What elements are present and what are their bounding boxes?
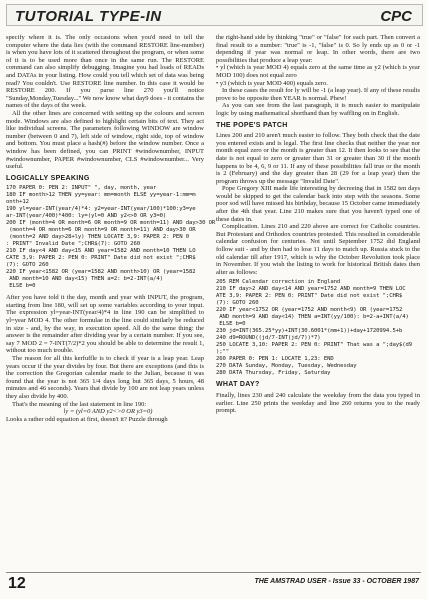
paragraph: specify where it is. The only occasions when you'd need to tell the computer where the data lies (with the command RESTORE line-number) is when you have lots of it scattered throughout the program, or when some of it is to be used more than once in the same run. The RESTORE command can also simplify debugging. Imagine you had loads of READs and DATAs in your listing. How could you tell which set of data was being read? You couldn't. Use RESTORE line number. In this case it would be RESTORE 200. If you parse line 270 you'll notice "Sunday,Monday,Tuesday..." We now know what day9 does - it contains the names of the days of the week. xyxy=(6,34,204,110)
section-title: TUTORIAL TYPE-IN xyxy=(15,8,162,25)
paragraph: Finally, lines 230 and 240 calculate the weekday from the data you typed in earlier. Line 250 prints the weekday and line 260 returns you to the ready prompt. xyxy=(216,392,420,415)
paragraph: All the other lines are concerned with setting up the colours and screen mode. Windows are also defined to highlight certain bits of text. They act like individual screens. The parameters following WINDOW are window number (between 0 and 7), left side of window, right side, top of window and bottom. You must place a hash(#) before the window number. Once a window has been defined, you can PRINT #windownumber, INPUT #windownumber, PAPER #windownumber, CLS #windownumber... Very useful. xyxy=(6,109,204,171)
page-header xyxy=(0,0,427,28)
paragraph: Pope Gregory XIII made life interesting by decreeing that in 1582 ten days would be skipped to get the calendar back into step with the seasons. Some poor sod will have missed his birthday, because 15 October came immediately after the 4th that year. Line 210 makes sure that you haven't typed one of these dates in. xyxy=(216,185,420,223)
bullet-item: • y3 (which is year MOD 400) equals zero. xyxy=(216,79,328,87)
title-banner xyxy=(6,4,423,26)
section-heading: THE POPE'S PATCH xyxy=(216,121,288,129)
paragraph: Lines 200 and 210 aren't much easier to follow. They both check that the date you entered exists and is legal. The first line checks that neither the year nor month equal zero or the month is greater than 12. It then looks to see that the date is not equal to zero or greater than 31 or greater than 30 if the month happens to be 4, 6, 9 or 11. If any of these possibilities fall true or the month is 2 (February) and the day greater than 28 (29 for a leap year) then the program throws up the message "Invalid Date". xyxy=(216,132,420,185)
publication-line: THE AMSTRAD USER - Issue 33 - OCTOBER 1987 xyxy=(254,578,419,585)
section-heading: LOGICALLY SPEAKING xyxy=(6,174,90,182)
paragraph: As you can see from the last paragraph, it is much easier to manipulate logic by using mathematical shorthand than by waffling on in English. xyxy=(216,102,420,117)
code-listing: 170 PAPER 0: PEN 2: INPUT" ", day, month, year 180 IF month>12 THEN yy=year: mm=month ELSE yy=year-1:mm=m onth+12 190 yl=year-INT(year/4)*4: y2=year-INT(year/100)*100:y3=ye ar-INT(year/400)*400: ly=(yl=0 AND y2<>0 OR y3=0) 200 IF (month=4 OR month=6 OR month=9 OR month=11) AND day>30 OR (month=4 OR month=6 OR month=9 OR month=11) AND day>30 OR (month=2 AND day>28+ly) THEN LOCATE 3,9: PAPER 2: PEN 0 : PRINT" Invalid Date ";CHR$(7): GOTO 260 210 IF day<4 AND day<15 AND year=1582 AND month=10 THEN LO CATE 3,9: PAPER 2: PEN 0: PRINT" Date did not exist ";CHR$ (7): GOTO 260 220 IF year<1582 OR (year=1582 AND month>10) OR (year=1582 AND month=10 AND day<15) THEN a=2: b=2-INT(a/4) ELSE b=0 xyxy=(6,185,216,290)
formula: ly = (yl=0 AND y2<>0 OR y3=0) xyxy=(63,408,153,416)
paragraph: That's the meaning of the last statement in line 190: xyxy=(12,400,147,408)
paragraph: the right-hand side by thinking "true" or "false" for each part. Then convert a final result to a number: "true" is -1, "false" is 0. So ly ends up as 0 or -1 depending if year was normal or leap. In other words, there are two possibilities that produce a leap year: xyxy=(216,34,420,64)
paragraph: The reason for all this kerfuffle is to check if year is a leap year. Leap years occur if the year divides by four. But there are exceptions (and this is the correction the Gregorian calendar made to the Julian, because it was found that the year is not 365 1/4 days long but 365 days, 5 hours, 48 minutes and 46 seconds). Years that divide by 100 are not leap years unless they also divide by 400. xyxy=(6,355,204,400)
paragraph: In these cases the result for ly will be -1 (a leap year). If any of these results prove to be opposite then YEAR is normal. Phew! xyxy=(216,87,420,102)
paragraph: After you have told it the day, month and year with INPUT, the program, starting from line 180, will set up some variables according to your input. The expression yl=year-INT(year/4)*4 in line 190 can be simplified to yl=year MOD 4. The other formulae in the line could similarly be reduced in size - and, by the way, in execution speed. All do the same thing: the answer is the remainder after dividing year by a certain number. If you see, say 7 MOD 2 = 7-INT(7/2)*2 you should be able to determine the result 1, without too much trouble. xyxy=(6,294,204,355)
page-number: 12 xyxy=(8,575,26,592)
platform-label: CPC xyxy=(380,8,412,25)
code-listing: 205 REM Calendar correction in England 210 IF day>2 AND day<14 AND year=1752 AND month=9 THEN LOC ATE 3,9: PAPER 2: PEN 0: PRINT" Date did not exist ";CHR$ (7): GOTO 260 220 IF year<1752 OR (year=1752 AND month<9) OR (year=1752 AND month=9 AND day<14) THEN a=INT(yy/100): b=2-a+INT(a/4) ELSE b=0 230 jd=INT(365.25*yy)+INT(30.6001*(mm+1))+day+1720994.5+b 240 d9=ROUND((jd/7-INT(jd/7))*7) 250 LOCATE 3,10: PAPER 2: PEN 0: PRINT" That was a ";day$(d9 );"" 260 PAPER 0: PEN 1: LOCATE 1,23: END 270 DATA Sunday, Monday, Tuesday, Wednesday 280 DATA Thursday, Friday, Saturday xyxy=(216,279,413,377)
right-column xyxy=(216,34,420,415)
left-column xyxy=(6,34,216,423)
page-footer xyxy=(6,572,421,593)
bullet-item: • yl (which is year MOD 4) equals zero at the same time as y2 (which is year MOD 100) does not equal zero xyxy=(216,64,420,79)
paragraph: Looks a rather odd equation at first, doesn't it? Puzzle through xyxy=(6,415,168,423)
paragraph: Complication. Lines 210 and 220 above are correct for Catholic countries. But Protestant and Orthodox countries protested. This resulted in considerable calendar confusion for centuries. Not until September 1752 did England follow suit - and by then had to lose 11 days to match up. Russia stuck to the old calendar till after 1917, which is why the October Revolution took place in November. If you wish the listing to work for historical British dates then alter as follows: xyxy=(216,223,420,276)
section-heading: WHAT DAY? xyxy=(216,381,260,389)
